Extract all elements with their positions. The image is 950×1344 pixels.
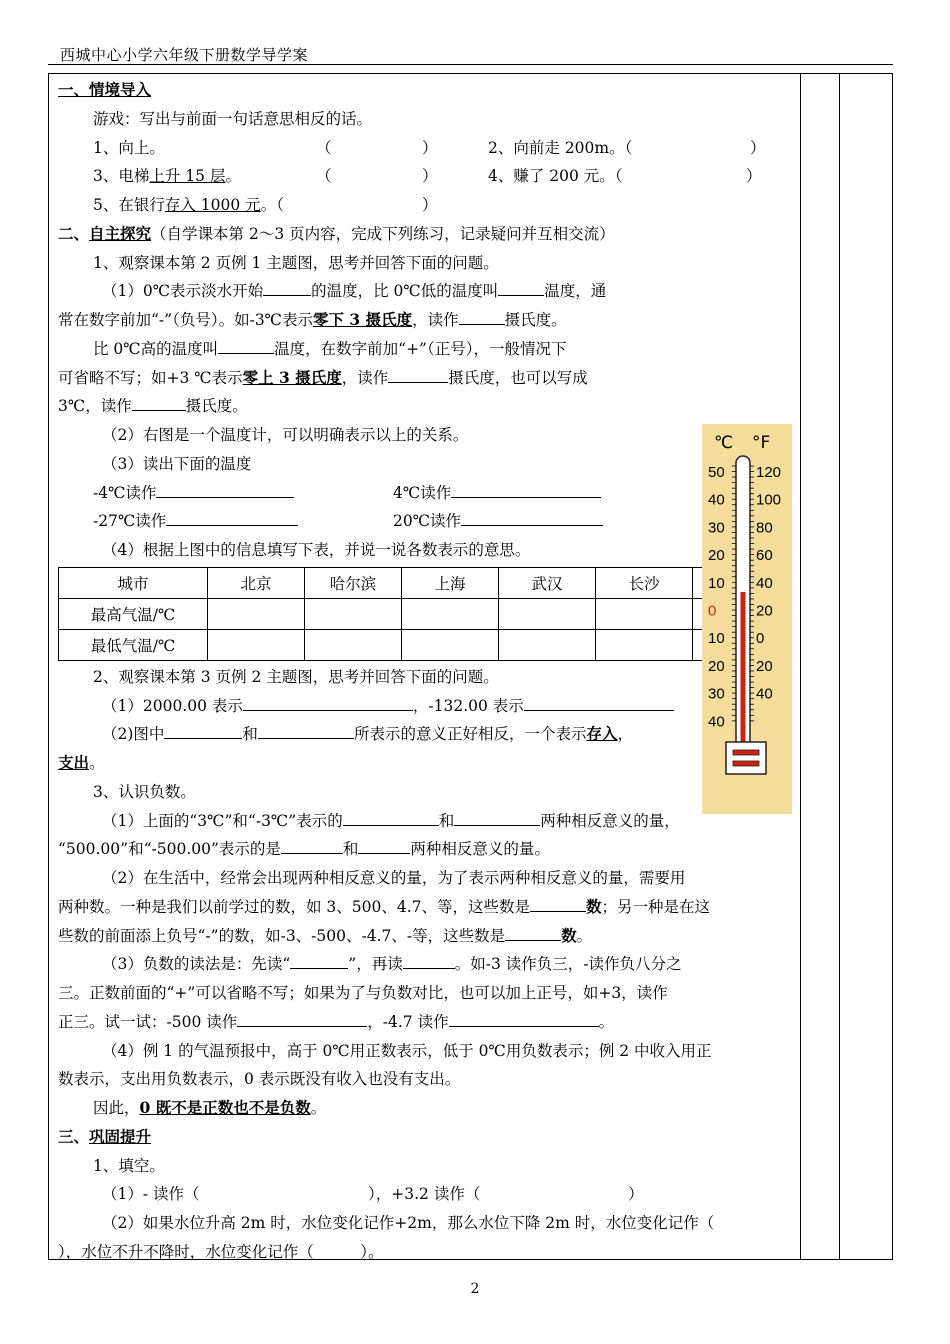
row-label-high: 最高气温/℃ xyxy=(59,598,208,629)
fahrenheit-tick-label: 20 xyxy=(756,602,773,620)
column-divider-1 xyxy=(800,73,801,1260)
worksheet-content xyxy=(58,76,796,1267)
table-header-cell: 北京 xyxy=(208,567,305,598)
fahrenheit-tick-label: 0 xyxy=(756,630,765,648)
celsius-tick-label: 0 xyxy=(708,602,717,620)
table-cell[interactable] xyxy=(305,629,402,660)
city-temperature-table xyxy=(58,567,790,661)
negative-numbers-heading: 3、认识负数。 xyxy=(93,782,196,801)
celsius-tick-label: 50 xyxy=(708,464,725,481)
column-divider-2 xyxy=(839,73,840,1260)
s3-line3: ），水位不升不降时，水位变化记作（ ）。 xyxy=(58,1242,384,1261)
table-cell[interactable] xyxy=(499,629,596,660)
table-cell[interactable] xyxy=(208,629,305,660)
table-header-cell: 城市 xyxy=(59,567,208,598)
celsius-tick-label: 10 xyxy=(708,630,725,648)
temp-read-row-2: -27℃读作 20℃读作 xyxy=(58,507,796,536)
table-cell[interactable] xyxy=(208,598,305,629)
p1-line3: 比 0℃高的温度叫 温度，在数字前加“+”（正号），一般情况下 xyxy=(58,335,796,364)
fill-blank-heading: 1、填空。 xyxy=(93,1156,165,1175)
answer-blank[interactable] xyxy=(451,481,601,498)
answer-blank[interactable] xyxy=(164,722,242,739)
table-cell[interactable] xyxy=(596,629,693,660)
celsius-tick-label: 40 xyxy=(708,713,725,731)
p3-line1: （1）上面的“3℃”和“-3℃”表示的 和 两种相反意义的量， xyxy=(58,807,796,836)
game-instruction: 游戏：写出与前面一句话意思相反的话。 xyxy=(93,109,373,128)
table-cell[interactable] xyxy=(499,598,596,629)
page-number: 2 xyxy=(470,1281,480,1297)
celsius-tick-label: 40 xyxy=(708,491,725,509)
blank[interactable] xyxy=(263,279,311,296)
celsius-tick-label: 30 xyxy=(708,685,725,703)
p1-thermometer-note: （2）右图是一个温度计，可以明确表示以上的关系。 xyxy=(102,426,469,444)
section-2-heading: 二、自主探究（自学课本第 2～3 页内容，完成下列练习，记录疑问并互相交流） xyxy=(58,223,615,243)
thermometer-base-bar xyxy=(733,761,759,766)
table-cell[interactable] xyxy=(305,598,402,629)
p1-read-temps: （3）读出下面的温度 xyxy=(102,454,252,473)
answer-blank[interactable] xyxy=(237,1010,367,1027)
table-header-cell: 长沙 xyxy=(596,567,693,598)
table-row xyxy=(59,629,790,660)
answer-blank[interactable] xyxy=(243,694,413,711)
blank[interactable] xyxy=(459,308,505,325)
p3-line4: 两种数。一种是我们以前学过的数，如 3、500、4.7、等，这些数是 数；另一种是在这 xyxy=(58,896,711,916)
p3-line10: 数表示，支出用负数表示，0 表示既没有收入也没有支出。 xyxy=(58,1070,461,1089)
fahrenheit-tick-label: 100 xyxy=(756,491,782,509)
s3-line1: （1）- 读作（ ），+3.2 读作（ ） xyxy=(102,1185,644,1204)
table-header-cell: 哈尔滨 xyxy=(305,567,402,598)
section-1-heading: 一、情境导入 xyxy=(58,80,152,99)
table-cell[interactable] xyxy=(402,598,499,629)
answer-blank[interactable] xyxy=(454,809,540,826)
p2-line1: （1）2000.00 表示 ，-132.00 表示 xyxy=(58,692,796,721)
celsius-tick-label: 20 xyxy=(708,547,725,565)
thermometer-base-bar xyxy=(733,750,759,755)
s3-line2: （2）如果水位升高 2m 时，水位变化记作+2m，那么水位下降 2m 时，水位变化记作（ xyxy=(102,1214,715,1232)
thermometer-illustration xyxy=(702,424,792,814)
table-header-cell: 武汉 xyxy=(499,567,596,598)
temp-read-row-1: -4℃读作 4℃读作 xyxy=(58,479,796,508)
exercise-row-2: 3、电梯上升 15 层。 （ ） 4、赚了 200 元。（ ） xyxy=(93,167,762,186)
answer-blank[interactable] xyxy=(166,509,298,526)
p3-line2: “500.00”和“-500.00”表示的是 和 两种相反意义的量。 xyxy=(58,835,796,864)
celsius-tick-label: 10 xyxy=(708,574,725,592)
header-rule xyxy=(48,64,893,65)
table-row xyxy=(59,598,790,629)
answer-blank[interactable] xyxy=(281,837,343,854)
answer-blank[interactable] xyxy=(343,809,439,826)
blank[interactable] xyxy=(498,279,544,296)
fahrenheit-tick-label: 80 xyxy=(756,519,773,537)
fahrenheit-tick-label: 40 xyxy=(756,685,773,703)
p3-line6: （3）负数的读法是：先读“ ”，再读 。如-3 读作负三，-读作负八分之 xyxy=(58,950,796,979)
section-3-heading: 三、巩固提升 xyxy=(58,1126,152,1146)
answer-blank[interactable] xyxy=(258,722,354,739)
answer-blank[interactable] xyxy=(461,509,603,526)
table-cell[interactable] xyxy=(402,629,499,660)
answer-blank[interactable] xyxy=(449,1010,599,1027)
fahrenheit-tick-label: 60 xyxy=(756,547,773,565)
answer-blank[interactable] xyxy=(505,924,561,941)
p1-line5: 3℃，读作 摄氏度。 xyxy=(58,392,796,421)
exercise-row-1: 1、向上。 （ ） 2、向前走 200m。（ ） xyxy=(93,138,766,157)
fahrenheit-tick-label: 40 xyxy=(756,574,773,592)
answer-blank[interactable] xyxy=(358,837,410,854)
p3-line9: （4）例 1 的气温预报中，高于 0℃用正数表示，低于 0℃用负数表示；例 2 中收入用正 xyxy=(102,1041,712,1060)
answer-blank[interactable] xyxy=(290,952,348,969)
blank[interactable] xyxy=(132,394,186,411)
p3-line8: 正三。试一试：-500 读作 ，-4.7 读作 。 xyxy=(58,1008,796,1037)
thermometer-base xyxy=(726,742,766,774)
fahrenheit-unit: °F xyxy=(752,433,771,453)
p3-line5: 些数的前面添上负号“-”的数，如-3、-500、-4.7、-等，这些数是 数。 xyxy=(58,925,593,945)
p3-conclusion: 因此，0 既不是正数也不是负数。 xyxy=(93,1098,327,1117)
p3-line3: （2）在生活中，经常会出现两种相反意义的量，为了表示两种相反意义的量，需要用 xyxy=(102,869,686,887)
table-header-row xyxy=(59,567,790,598)
p1-table-instruction: （4）根据上图中的信息填写下表，并说一说各数表示的意思。 xyxy=(102,541,531,559)
celsius-tick-label: 20 xyxy=(708,657,725,675)
blank[interactable] xyxy=(218,337,274,354)
answer-blank[interactable] xyxy=(530,895,586,912)
p1-line2: 常在数字前加“-”（负号）。如-3℃表示零下 3 摄氏度，读作 摄氏度。 xyxy=(58,310,567,329)
p1-line4: 可省略不写；如+3 ℃表示零上 3 摄氏度，读作 摄氏度，也可以写成 xyxy=(58,367,588,387)
p1-line1: （1）0℃表示淡水开始 的温度，比 0℃低的温度叫 温度，通 xyxy=(58,277,796,306)
table-cell[interactable] xyxy=(596,598,693,629)
fahrenheit-tick-label: 20 xyxy=(756,657,773,675)
answer-blank[interactable] xyxy=(524,694,674,711)
table-header-cell: 上海 xyxy=(402,567,499,598)
answer-blank[interactable] xyxy=(156,481,294,498)
example1-prompt: 1、观察课本第 2 页例 1 主题图，思考并回答下面的问题。 xyxy=(93,253,499,272)
page-header-title: 西城中心小学六年级下册数学导学案 xyxy=(60,46,309,64)
celsius-tick-label: 30 xyxy=(708,519,725,537)
fahrenheit-tick-label: 120 xyxy=(756,464,782,481)
p2-line3: 支出。 xyxy=(58,753,105,772)
exercise-row-3: 5、在银行存入 1000 元。（ ） xyxy=(93,196,438,214)
row-label-low: 最低气温/℃ xyxy=(59,629,208,660)
p3-line7: 三。正数前面的“+”可以省略不写；如果为了与负数对比，也可以加上正号，如+3，读作 xyxy=(58,984,668,1002)
answer-blank[interactable] xyxy=(403,952,455,969)
thermometer-fluid xyxy=(741,592,746,750)
blank[interactable] xyxy=(388,366,448,383)
example2-prompt: 2、观察课本第 3 页例 2 主题图，思考并回答下面的问题。 xyxy=(93,667,499,686)
p2-line2: （2)图中 和 所表示的意义正好相反，一个表示存入， xyxy=(102,724,633,744)
celsius-unit: ℃ xyxy=(714,433,734,453)
